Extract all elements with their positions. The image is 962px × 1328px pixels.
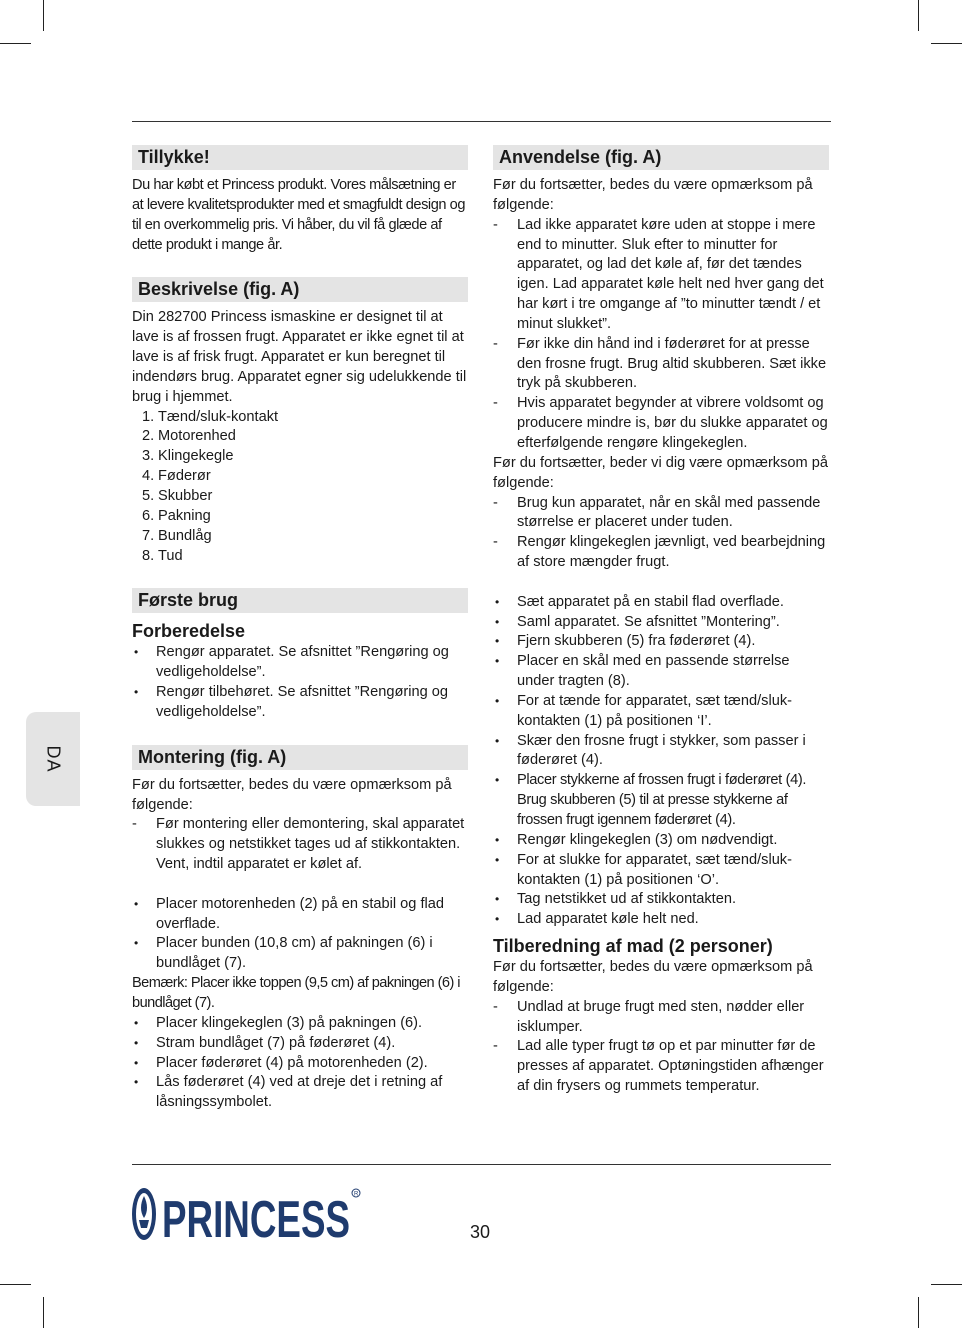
crop-mark bbox=[918, 0, 919, 31]
crop-mark bbox=[43, 0, 44, 31]
list-item: - Før ikke din hånd ind i føderøret for at presse den frosne frugt. Brug altid skubberen. Sæt ikke tryk på skubberen. bbox=[493, 335, 829, 395]
list-item: 6. Pakning bbox=[142, 507, 211, 524]
section-title-anvendelse: Anvendelse (fig. A) bbox=[493, 145, 829, 170]
tilberedning-intro: Før du fortsætter, bedes du være opmærksom på følgende: bbox=[493, 959, 813, 995]
anvendelse-intro-2: Før du fortsætter, beder vi dig være opmærksom på følgende: bbox=[493, 454, 828, 491]
list-item: • For at tænde for apparatet, sæt tænd/sluk-kontakten (1) på positionen ‘I’. bbox=[493, 692, 829, 732]
subsection-title-tilberedning: Tilberedning af mad (2 personer) bbox=[493, 936, 773, 957]
list-item: • Lad apparatet køle helt ned. bbox=[493, 910, 829, 930]
list-item: 1. Tænd/sluk-kontakt bbox=[142, 408, 279, 425]
list-item: • Sæt apparatet på en stabil flad overflade. bbox=[493, 593, 829, 613]
crop-mark bbox=[931, 1284, 962, 1285]
crop-mark bbox=[0, 1284, 31, 1285]
crop-mark bbox=[918, 1297, 919, 1328]
list-item: • For at slukke for apparatet, sæt tænd/sluk-kontakten (1) på positionen ‘O’. bbox=[493, 851, 829, 891]
list-item: - Før montering eller demontering, skal apparatet slukkes og netstikket tages ud af stikkontakten. Vent, indtil apparatet er kølet af. bbox=[132, 815, 468, 875]
list-item: • Stram bundlåget (7) på føderøret (4). bbox=[132, 1034, 468, 1054]
tillykke-text: Du har købt et Princess produkt. Vores målsætning er at levere kvalitetsprodukter med et smagfuldt design og til en overkommelig pris. Vi håber, du vil få glæde af dette produkt i mange år. bbox=[132, 177, 465, 253]
list-item: 3. Klingekegle bbox=[142, 448, 234, 465]
parts-list bbox=[132, 408, 468, 567]
subsection-title-forberedelse: Forberedelse bbox=[132, 621, 246, 642]
list-item: • Tag netstikket ud af stikkontakten. bbox=[493, 890, 829, 910]
list-item: • Rengør apparatet. Se afsnittet ”Rengøring og vedligeholdelse”. bbox=[132, 643, 468, 683]
montering-dash-list bbox=[132, 815, 468, 875]
section-title-montering: Montering (fig. A) bbox=[132, 745, 468, 770]
list-item: • Placer føderøret (4) på motorenheden (2). bbox=[132, 1054, 468, 1074]
list-item: • Saml apparatet. Se afsnittet ”Montering”. bbox=[493, 613, 829, 633]
list-item: • Placer bunden (10,8 cm) af pakningen (6) i bundlåget (7). bbox=[132, 934, 468, 974]
list-item: 5. Skubber bbox=[142, 487, 213, 504]
list-item: - Rengør klingekeglen jævnligt, ved bearbejdning af store mængder frugt. bbox=[493, 533, 829, 573]
language-tab-label: DA bbox=[43, 745, 64, 773]
list-item: • Placer klingekeglen (3) på pakningen (6). bbox=[132, 1014, 468, 1034]
svg-text:R: R bbox=[354, 1191, 359, 1198]
montering-steps-1 bbox=[132, 895, 468, 974]
list-item: 7. Bundlåg bbox=[142, 527, 212, 544]
forberedelse-list bbox=[132, 643, 468, 722]
list-item: - Lad ikke apparatet køre uden at stoppe i mere end to minutter. Sluk efter to minutter for apparatet, og lad det køle af, før det tændes igen. Lad apparatet køle helt ned hver gang det har kørt i tre omgange af ”to minutter tændt / et minut slukket”. bbox=[493, 216, 829, 335]
list-item: • Rengør tilbehøret. Se afsnittet ”Rengøring og vedligeholdelse”. bbox=[132, 683, 468, 723]
crop-mark bbox=[0, 43, 31, 44]
montering-steps-2 bbox=[132, 1014, 468, 1113]
list-item: 4. Føderør bbox=[142, 468, 211, 485]
section-title-beskrivelse: Beskrivelse (fig. A) bbox=[132, 277, 468, 302]
list-item: • Skær den frosne frugt i stykker, som passer i føderøret (4). bbox=[493, 732, 829, 772]
top-rule bbox=[132, 121, 831, 122]
beskrivelse-text: Din 282700 Princess ismaskine er designet til at lave is af frossen frugt. Apparatet er ikke egnet til at lave is af frisk frugt. Apparatet er kun beregnet til indendørs brug. Apparatet egner sig udelukkende til brug i hjemmet. bbox=[132, 309, 467, 405]
spacer bbox=[132, 875, 468, 895]
language-tab bbox=[26, 712, 80, 806]
montering-note: Bemærk: Placer ikke toppen (9,5 cm) af pakningen (6) i bundlåget (7). bbox=[132, 975, 461, 1011]
list-item: • Rengør klingekeglen (3) om nødvendigt. bbox=[493, 831, 829, 851]
list-item: 8. Tud bbox=[142, 547, 183, 564]
section-title-forste-brug: Første brug bbox=[132, 588, 468, 613]
princess-logo bbox=[131, 1184, 371, 1244]
list-item: - Brug kun apparatet, når en skål med passende størrelse er placeret under tuden. bbox=[493, 494, 829, 534]
list-item: • Fjern skubberen (5) fra føderøret (4). bbox=[493, 632, 829, 652]
logo-text: PRINCESS bbox=[162, 1191, 350, 1244]
list-item: - Undlad at bruge frugt med sten, nødder eller isklumper. bbox=[493, 998, 829, 1038]
anvendelse-dash-list-1 bbox=[493, 216, 829, 454]
list-item: • Placer stykkerne af frossen frugt i føderøret (4). Brug skubberen (5) til at presse stykkerne af frossen frugt igennem føderøret (4). bbox=[493, 771, 829, 831]
princess-emblem-icon bbox=[131, 1184, 371, 1244]
page-number: 30 bbox=[470, 1222, 491, 1242]
list-item: • Placer motorenheden (2) på en stabil og flad overflade. bbox=[132, 895, 468, 935]
right-column bbox=[493, 145, 829, 1097]
bottom-rule bbox=[132, 1164, 831, 1165]
crop-mark bbox=[931, 43, 962, 44]
list-item: • Placer en skål med en passende størrelse under tragten (8). bbox=[493, 652, 829, 692]
crop-mark bbox=[43, 1297, 44, 1328]
section-title-tillykke: Tillykke! bbox=[132, 145, 468, 170]
left-column bbox=[132, 145, 468, 1113]
list-item: • Lås føderøret (4) ved at dreje det i retning af låsningssymbolet. bbox=[132, 1073, 468, 1113]
anvendelse-steps bbox=[493, 593, 829, 930]
spacer bbox=[493, 573, 829, 593]
anvendelse-intro-1: Før du fortsætter, bedes du være opmærksom på følgende: bbox=[493, 177, 813, 213]
tilberedning-dash-list bbox=[493, 998, 829, 1097]
list-item: 2. Motorenhed bbox=[142, 428, 236, 445]
list-item: - Lad alle typer frugt tø op et par minutter før de presses af apparatet. Optøningstiden afhænger af din frysers og rummets temperatur. bbox=[493, 1037, 829, 1097]
anvendelse-dash-list-2 bbox=[493, 494, 829, 573]
list-item: - Hvis apparatet begynder at vibrere voldsomt og producere mindre is, bør du slukke apparatet og efterfølgende rengøre klingekeglen. bbox=[493, 394, 829, 454]
montering-intro: Før du fortsætter, bedes du være opmærksom på følgende: bbox=[132, 776, 452, 813]
